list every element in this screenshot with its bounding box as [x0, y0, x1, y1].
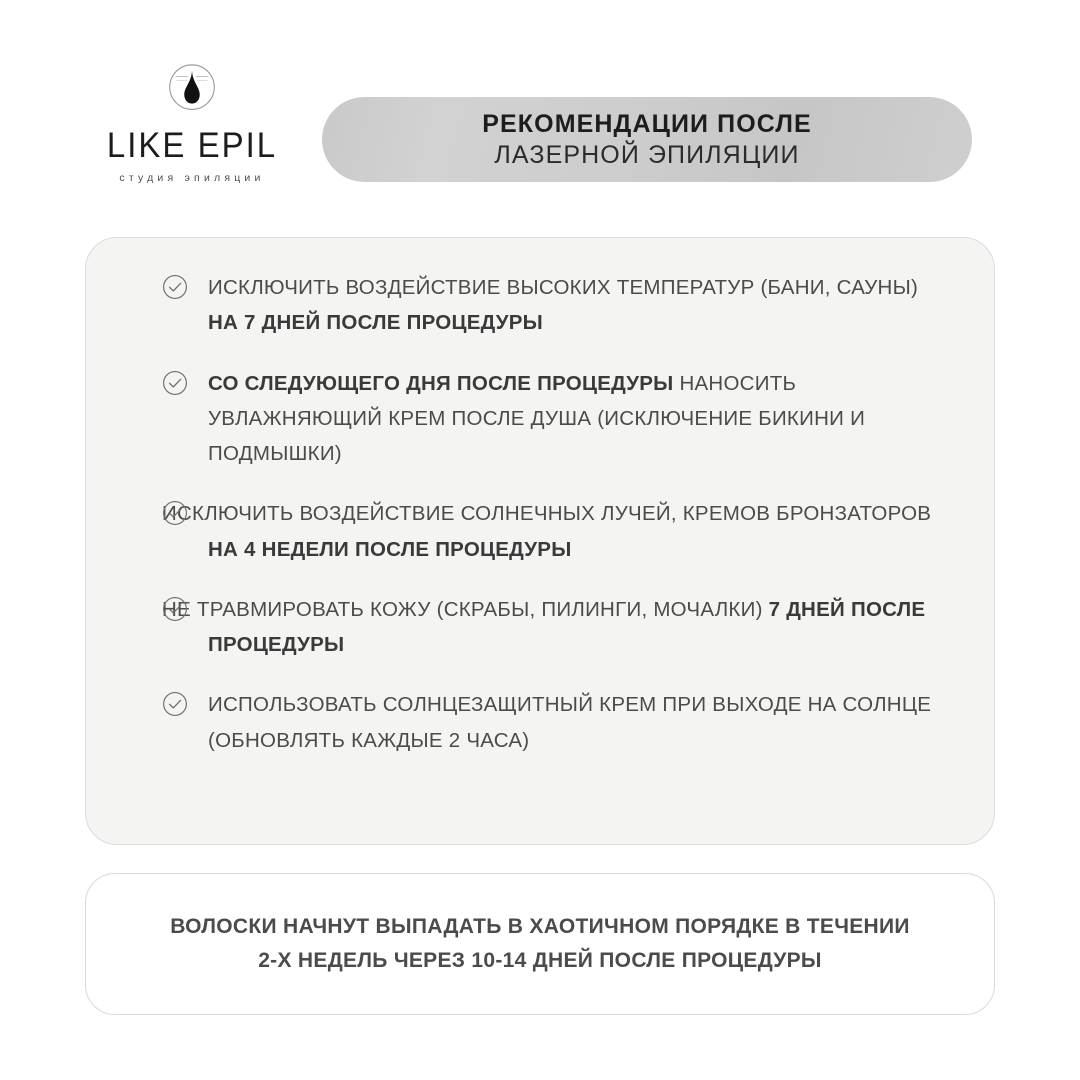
- check-circle-icon: [162, 370, 188, 396]
- recommendation-emphasis: 7 ДНЕЙ ПОСЛЕ ПРОЦЕДУРЫ: [208, 597, 926, 656]
- recommendation-text: [162, 598, 925, 656]
- recommendation-text: [208, 276, 918, 334]
- recommendation-emphasis: НА 7 ДНЕЙ ПОСЛЕ ПРОЦЕДУРЫ: [208, 311, 543, 335]
- check-circle-icon: [162, 691, 188, 717]
- recommendation-item: [162, 496, 938, 567]
- footer-note-line-1: ВОЛОСКИ НАЧНУТ ВЫПАДАТЬ В ХАОТИЧНОМ ПОРЯДКЕ В ТЕЧЕНИИ: [170, 915, 910, 939]
- recommendation-item: [162, 687, 938, 758]
- footer-note-line-2: 2-Х НЕДЕЛЬ ЧЕРЕЗ 10-14 ДНЕЙ ПОСЛЕ ПРОЦЕДУРЫ: [258, 949, 822, 972]
- brand-logo: [92, 60, 292, 184]
- recommendation-body: ИСКЛЮЧИТЬ ВОЗДЕЙСТВИЕ ВЫСОКИХ ТЕМПЕРАТУР (БАНИ, САУНЫ): [208, 276, 919, 299]
- check-circle-icon: [162, 500, 188, 526]
- recommendation-body: ИСКЛЮЧИТЬ ВОЗДЕЙСТВИЕ СОЛНЕЧНЫХ ЛУЧЕЙ, КРЕМОВ БРОНЗАТОРОВ: [162, 502, 932, 526]
- recommendation-item: [162, 366, 938, 472]
- check-circle-icon: [162, 596, 188, 622]
- recommendation-body: ИСПОЛЬЗОВАТЬ СОЛНЦЕЗАЩИТНЫЙ КРЕМ ПРИ ВЫХОДЕ НА СОЛНЦЕ (ОБНОВЛЯТЬ КАЖДЫЕ 2 ЧАСА): [208, 693, 932, 752]
- recommendations-list: [162, 270, 938, 758]
- page-header: [0, 0, 1080, 215]
- recommendation-emphasis: НА 4 НЕДЕЛИ ПОСЛЕ ПРОЦЕДУРЫ: [208, 537, 572, 561]
- footer-note-card: [85, 873, 995, 1015]
- recommendation-text: [208, 693, 931, 751]
- title-banner: [322, 97, 972, 182]
- brand-name: LIKE EPIL: [106, 124, 278, 165]
- title-secondary: ЛАЗЕРНОЙ ЭПИЛЯЦИИ: [494, 141, 800, 169]
- brand-tagline: студия эпиляции: [119, 172, 265, 184]
- title-primary: РЕКОМЕНДАЦИИ ПОСЛЕ: [482, 110, 812, 138]
- hair-follicle-droplet-circle-icon: [161, 60, 223, 122]
- recommendation-item: [162, 592, 938, 663]
- recommendation-item: [162, 270, 938, 341]
- recommendation-body: НАНОСИТЬ УВЛАЖНЯЮЩИЙ КРЕМ ПОСЛЕ ДУША (ИСКЛЮЧЕНИЕ БИКИНИ И ПОДМЫШКИ): [208, 371, 866, 465]
- recommendation-emphasis: СО СЛЕДУЮЩЕГО ДНЯ ПОСЛЕ ПРОЦЕДУРЫ: [208, 371, 680, 395]
- recommendation-text: [162, 502, 931, 560]
- recommendation-text: [208, 372, 865, 466]
- recommendation-body: НЕ ТРАВМИРОВАТЬ КОЖУ (СКРАБЫ, ПИЛИНГИ, МОЧАЛКИ): [162, 597, 769, 621]
- recommendations-card: [85, 237, 995, 845]
- check-circle-icon: [162, 274, 188, 300]
